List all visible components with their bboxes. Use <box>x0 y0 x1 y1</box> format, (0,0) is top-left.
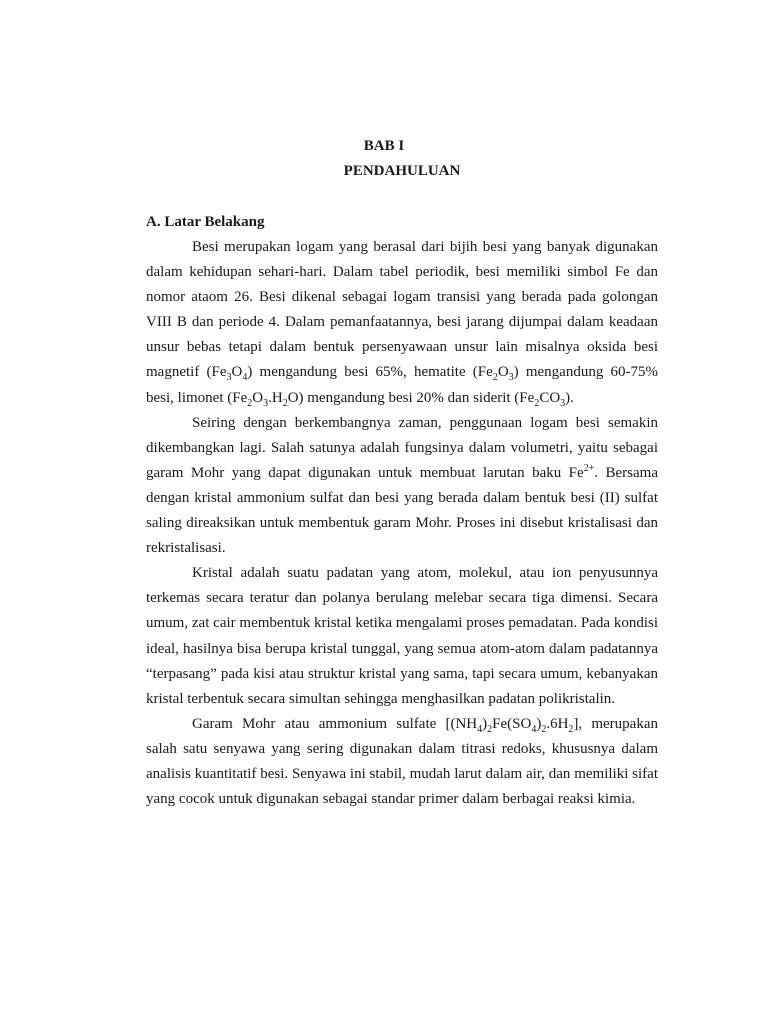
subscript: 2 <box>282 397 288 409</box>
text-run: ) <box>536 715 542 732</box>
text-run: O <box>497 364 509 381</box>
section-heading: A. Latar Belakang <box>146 214 265 230</box>
subscript: 3 <box>226 372 232 384</box>
text-run: Garam Mohr atau ammonium sulfate [(NH <box>192 715 478 732</box>
text-run: CO <box>539 389 561 406</box>
paragraph <box>146 411 658 562</box>
text-run: O <box>231 364 243 381</box>
text-run: ], merupakan salah satu senyawa yang sering digunakan dalam titrasi redoks, khususnya dalam analisis kuantitatif besi. Senyawa ini stabil, mudah larut dalam air, dan memiliki sifat yang cocok untuk digunakan sebagai standar primer dalam berbagai reaksi kimia. <box>146 715 658 808</box>
text-run: ) mengandung 60-75% besi, limonet (Fe <box>146 364 658 406</box>
text-run: Seiring dengan berkembangnya zaman, penggunaan logam besi semakin dikembangkan lagi. Salah satunya adalah fungsinya dalam volumetri, yaitu sebagai garam Mohr yang dapat digunakan untuk membuat larutan baku Fe <box>146 414 658 481</box>
paragraph <box>146 235 658 411</box>
subscript: 2 <box>247 397 253 409</box>
text-run: Kristal adalah suatu padatan yang atom, molekul, atau ion penyusunnya terkemas secara teratur dan polanya berulang melebar secara tiga dimensi. Secara umum, zat cair membentuk kristal ketika mengalami proses pemadatan. Pada kondisi ideal, hasilnya bisa berupa kristal tunggal, yang semua atom-atom dalam padatannya “terpasang” pada kisi atau struktur kristal yang sama, tapi secara umum, kebanyakan kristal terbentuk secara simultan sehingga menghasilkan padatan polikristalin. <box>146 565 658 707</box>
subscript: 2 <box>487 723 493 735</box>
subscript: 2 <box>492 372 498 384</box>
text-run: ) mengandung besi 65%, hematite (Fe <box>247 364 493 381</box>
subscript: 4 <box>242 372 248 384</box>
text-run: Besi merupakan logam yang berasal dari bijih besi yang banyak digunakan dalam kehidupan sehari-hari. Dalam tabel periodik, besi memiliki simbol Fe dan nomor ataom 26. Besi dikenal sebagai logam transisi yang berada pada golongan VIII B dan periode 4. Dalam pemanfaatannya, besi jarang dijumpai dalam keadaan unsur bebas tetapi dalam bentuk persenyawaan unsur lain misalnya oksida besi magnetif (Fe <box>146 239 658 381</box>
text-run: O <box>252 389 264 406</box>
paragraph <box>146 561 658 712</box>
subscript: 3 <box>560 397 566 409</box>
body-text <box>146 235 658 812</box>
chapter-number: BAB I <box>363 138 405 154</box>
text-run: ) <box>482 715 488 732</box>
text-run: ). <box>565 389 574 406</box>
subscript: 2 <box>541 723 547 735</box>
subscript: 4 <box>477 723 483 735</box>
subscript: 2 <box>534 397 540 409</box>
chapter-title: PENDAHULUAN <box>343 163 461 179</box>
superscript: 2+ <box>583 462 595 474</box>
subscript: 3 <box>508 372 514 384</box>
subscript: 3 <box>263 397 269 409</box>
text-run: Fe(SO <box>492 715 532 732</box>
subscript: 4 <box>531 723 537 735</box>
text-run: .H <box>268 389 283 406</box>
paragraph <box>146 712 658 812</box>
text-run: O) mengandung besi 20% dan siderit (Fe <box>287 389 535 406</box>
text-run: . Bersama dengan kristal ammonium sulfat dan besi yang berada dalam bentuk besi (II) sulfat saling direaksikan untuk membentuk garam Mohr. Proses ini disebut kristalisasi dan rekristalisasi. <box>146 464 658 557</box>
subscript: 2 <box>568 723 574 735</box>
text-run: .6H <box>546 715 569 732</box>
